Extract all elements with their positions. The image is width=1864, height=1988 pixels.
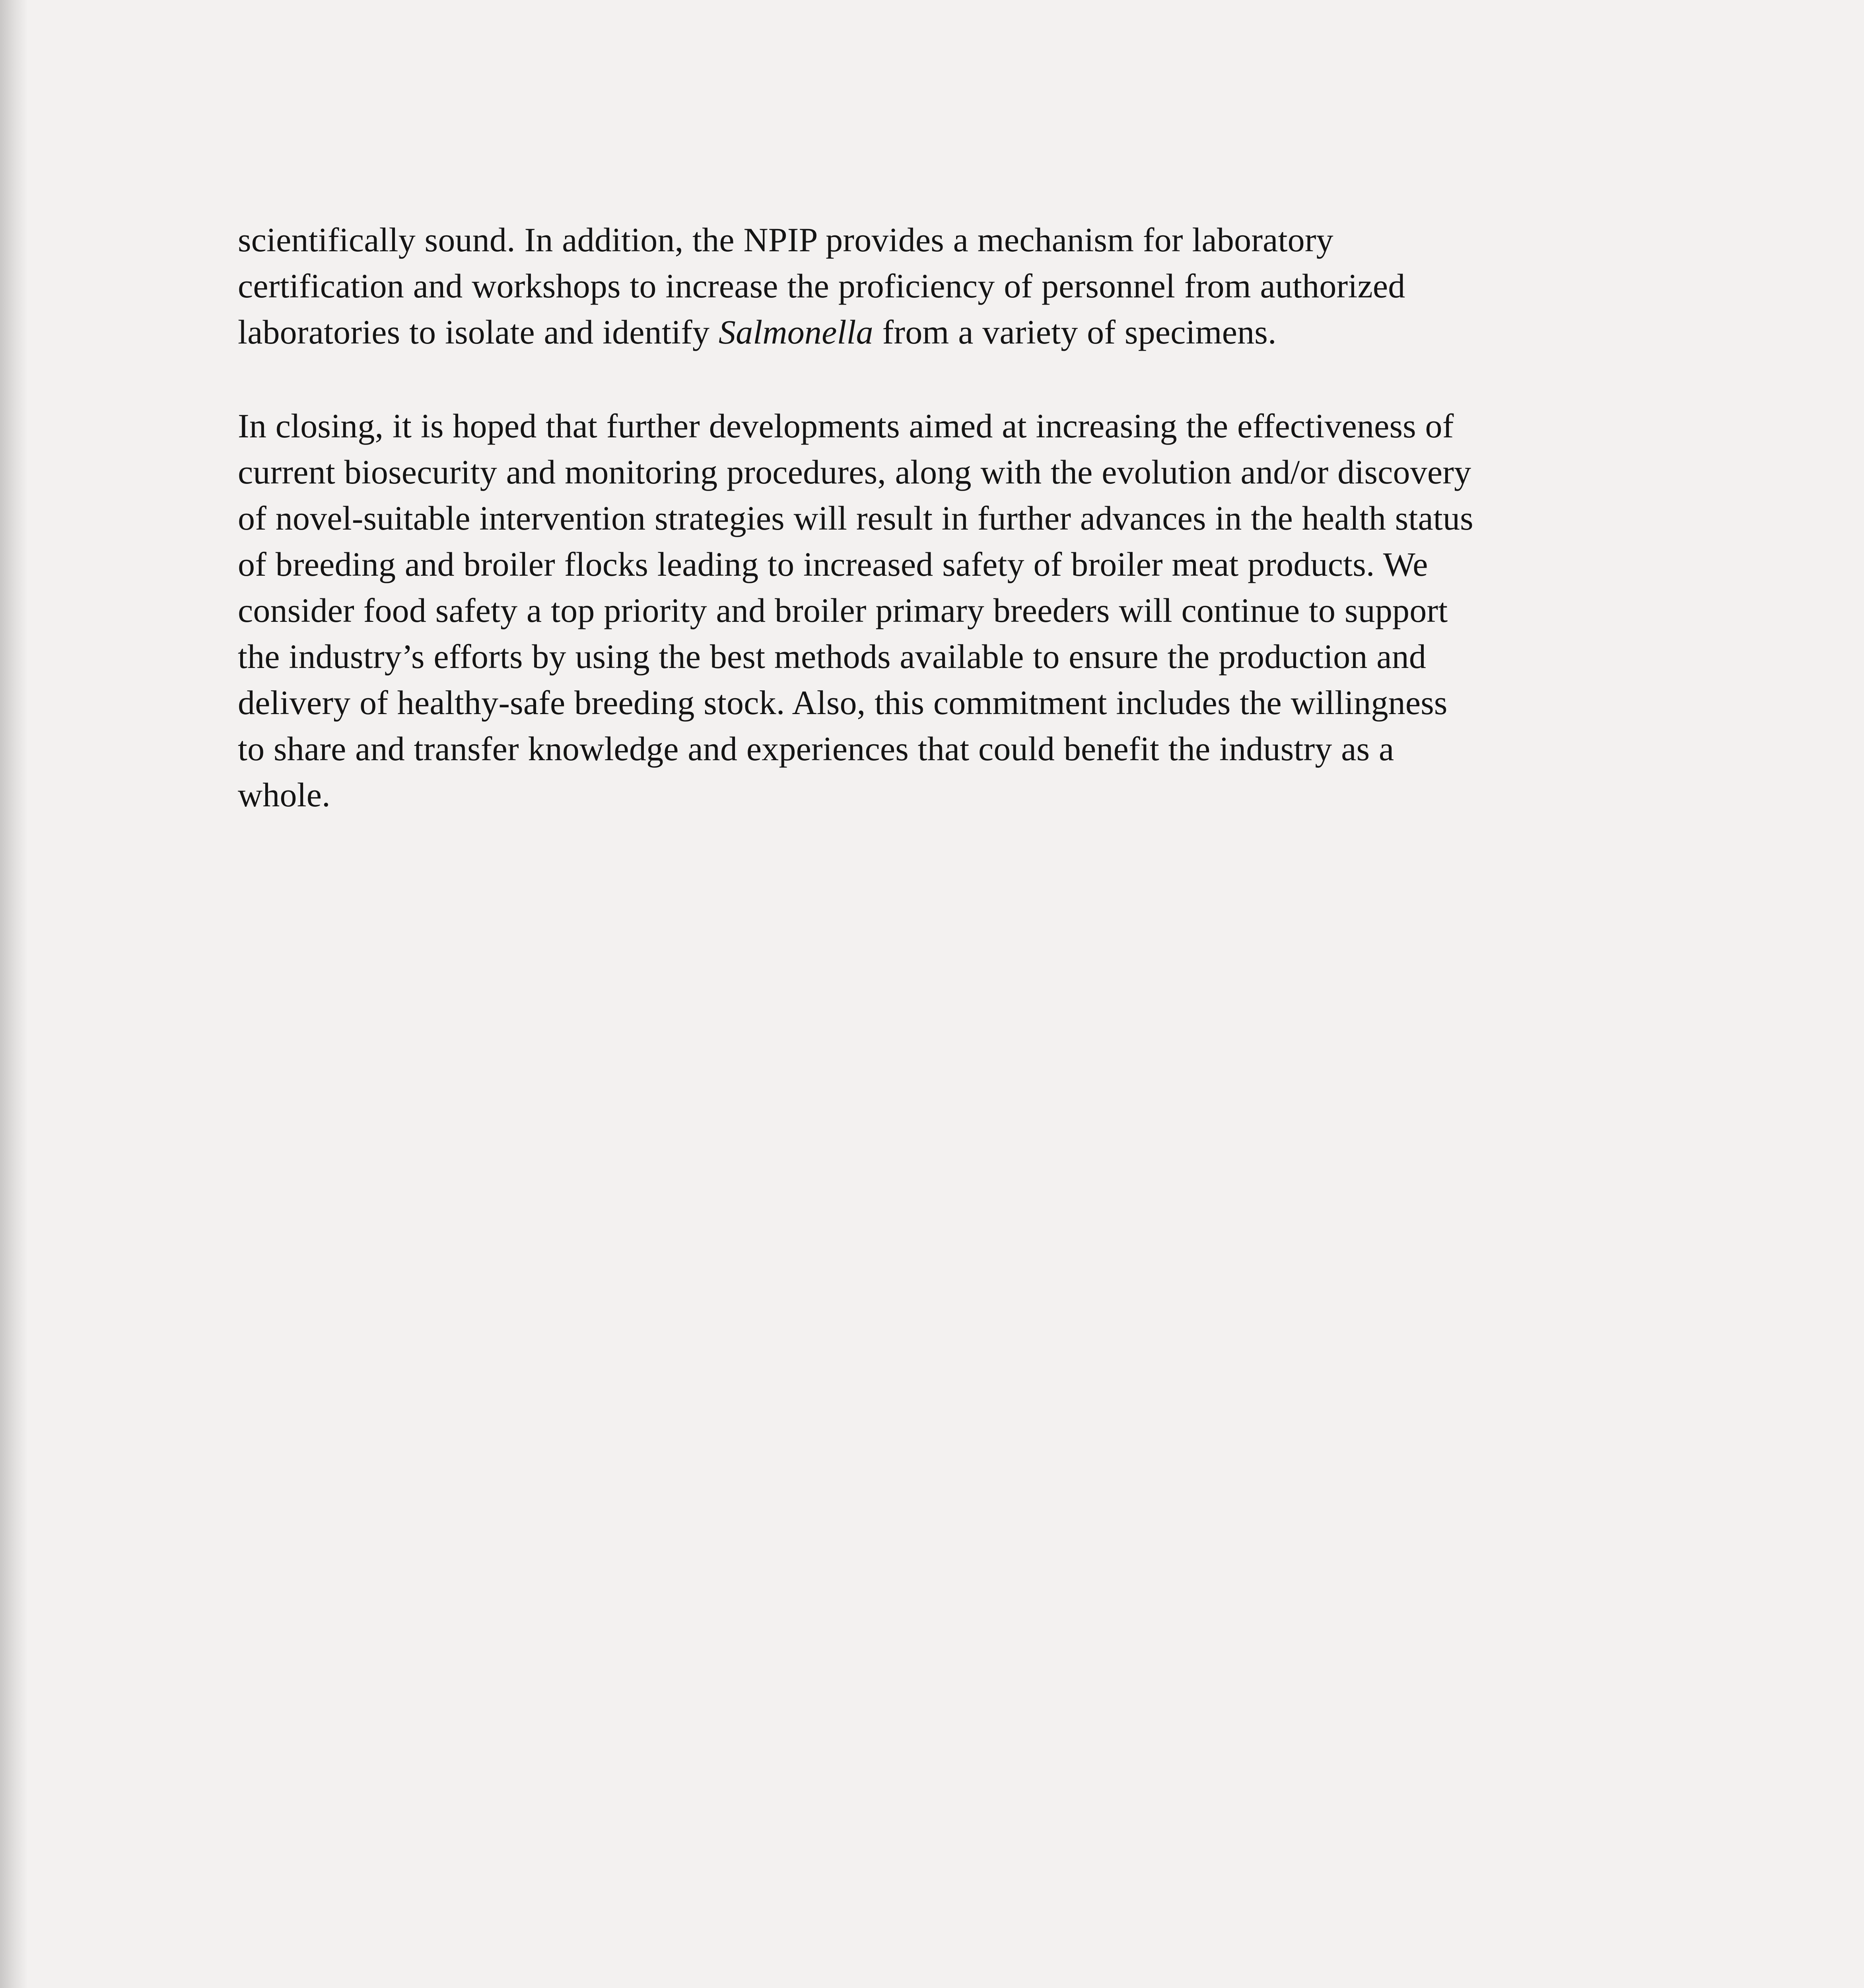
text-line: the industry’s efforts by using the best methods available to ensure the production and — [238, 637, 1427, 676]
paragraph-closing — [238, 403, 1654, 818]
page-edge-shadow — [0, 0, 28, 1988]
text-line: to share and transfer knowledge and experiences that could benefit the industry as a — [238, 730, 1394, 768]
text-line: of novel-suitable intervention strategies will result in further advances in the health status — [238, 499, 1473, 537]
text-segment: from a variety of specimens. — [873, 313, 1277, 351]
text-segment: laboratories to isolate and identify — [238, 313, 719, 351]
text-line: certification and workshops to increase the proficiency of personnel from authorized — [238, 267, 1405, 305]
text-line: delivery of healthy-safe breeding stock. Also, this commitment includes the willingness — [238, 683, 1448, 722]
text-line: of breeding and broiler flocks leading to increased safety of broiler meat products. We — [238, 545, 1428, 583]
text-line: consider food safety a top priority and broiler primary breeders will continue to support — [238, 591, 1448, 629]
text-line: In closing, it is hoped that further developments aimed at increasing the effectiveness of — [238, 407, 1454, 445]
page-body — [238, 217, 1654, 818]
text-line — [238, 309, 1654, 355]
italic-term-salmonella: Salmonella — [718, 313, 873, 351]
paragraph-npip — [238, 217, 1654, 355]
text-line: scientifically sound. In addition, the NPIP provides a mechanism for laboratory — [238, 221, 1333, 259]
text-line: whole. — [238, 776, 330, 814]
text-line: current biosecurity and monitoring procedures, along with the evolution and/or discovery — [238, 453, 1471, 491]
